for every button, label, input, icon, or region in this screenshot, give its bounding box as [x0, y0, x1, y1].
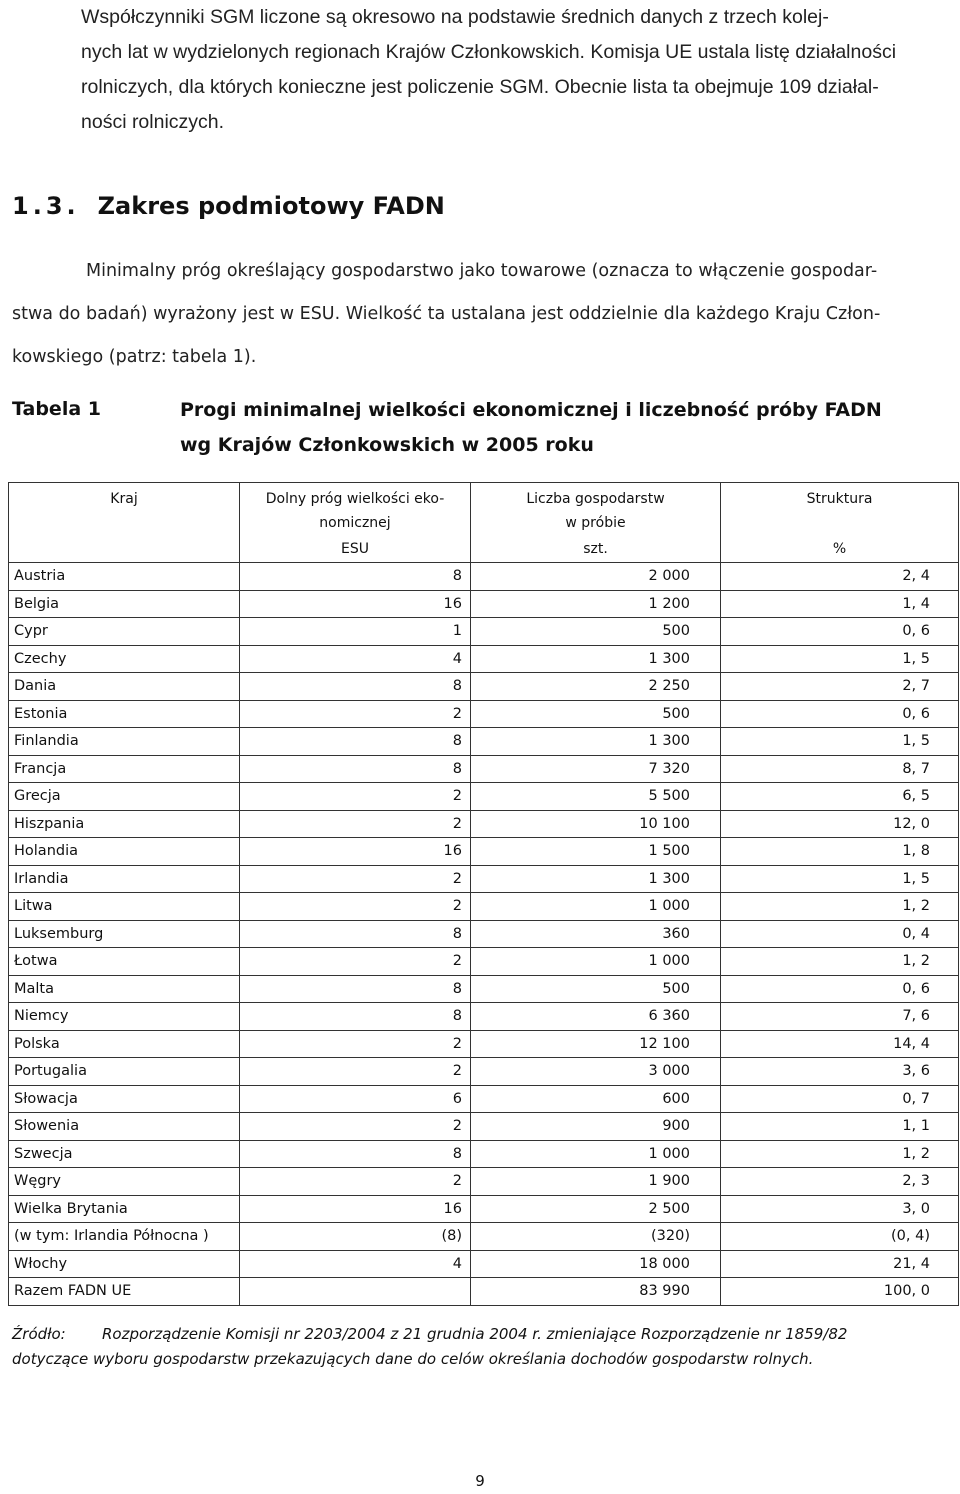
section-line: kowskiego (patrz: tabela 1).: [12, 347, 257, 367]
cell-country: Razem FADN UE: [9, 1278, 240, 1306]
table-title-line: wg Krajów Członkowskich w 2005 roku: [180, 434, 594, 456]
cell-count: 500: [471, 700, 721, 728]
table-units-row: [9, 535, 959, 563]
cell-esu: 8: [240, 1140, 471, 1168]
cell-count: 2 000: [471, 563, 721, 591]
table-row: [9, 1278, 959, 1306]
cell-esu: 8: [240, 728, 471, 756]
cell-share: 1, 5: [721, 728, 959, 756]
cell-country: Malta: [9, 975, 240, 1003]
cell-esu: 8: [240, 920, 471, 948]
cell-country: Wielka Brytania: [9, 1195, 240, 1223]
table-row: [9, 1085, 959, 1113]
cell-country: Grecja: [9, 783, 240, 811]
intro-line: rolniczych, dla których konieczne jest policzenie SGM. Obecnie lista ta obejmuje 109 działal-: [81, 76, 879, 98]
table-row: [9, 728, 959, 756]
unit-kraj: [9, 535, 240, 563]
cell-count: 2 500: [471, 1195, 721, 1223]
cell-share: 3, 0: [721, 1195, 959, 1223]
table-row: [9, 783, 959, 811]
table-row: [9, 893, 959, 921]
section-paragraph: [12, 250, 952, 379]
cell-esu: 8: [240, 673, 471, 701]
cell-share: 0, 6: [721, 618, 959, 646]
cell-esu: 8: [240, 975, 471, 1003]
cell-count: 3 000: [471, 1058, 721, 1086]
cell-share: 0, 4: [721, 920, 959, 948]
unit-szt: szt.: [471, 535, 721, 563]
cell-esu: 2: [240, 700, 471, 728]
table-row: [9, 1140, 959, 1168]
table-row: [9, 618, 959, 646]
cell-share: 1, 8: [721, 838, 959, 866]
cell-count: (320): [471, 1223, 721, 1251]
cell-count: 360: [471, 920, 721, 948]
cell-share: 0, 7: [721, 1085, 959, 1113]
cell-country: Słowenia: [9, 1113, 240, 1141]
table-row: [9, 1030, 959, 1058]
cell-count: 1 000: [471, 893, 721, 921]
cell-share: 1, 2: [721, 893, 959, 921]
cell-esu: [240, 1278, 471, 1306]
table-row: [9, 975, 959, 1003]
cell-count: 1 000: [471, 1140, 721, 1168]
cell-count: 1 900: [471, 1168, 721, 1196]
cell-count: 1 300: [471, 645, 721, 673]
cell-count: 1 300: [471, 728, 721, 756]
table-header-row: [9, 483, 959, 536]
table-row: [9, 645, 959, 673]
cell-country: Słowacja: [9, 1085, 240, 1113]
cell-share: 100, 0: [721, 1278, 959, 1306]
cell-share: 1, 2: [721, 948, 959, 976]
cell-country: Szwecja: [9, 1140, 240, 1168]
cell-country: Luksemburg: [9, 920, 240, 948]
cell-count: 1 200: [471, 590, 721, 618]
intro-paragraph: [81, 0, 953, 140]
cell-esu: 8: [240, 563, 471, 591]
table-row: [9, 1113, 959, 1141]
cell-share: (0, 4): [721, 1223, 959, 1251]
cell-count: 900: [471, 1113, 721, 1141]
table-row: [9, 1195, 959, 1223]
cell-count: 10 100: [471, 810, 721, 838]
cell-country: Austria: [9, 563, 240, 591]
table-row: [9, 838, 959, 866]
cell-esu: 8: [240, 755, 471, 783]
cell-share: 0, 6: [721, 975, 959, 1003]
unit-esu: ESU: [240, 535, 471, 563]
cell-count: 18 000: [471, 1250, 721, 1278]
cell-country: Litwa: [9, 893, 240, 921]
cell-share: 2, 7: [721, 673, 959, 701]
cell-esu: 2: [240, 783, 471, 811]
unit-percent: %: [721, 535, 959, 563]
cell-count: 5 500: [471, 783, 721, 811]
cell-esu: 2: [240, 1058, 471, 1086]
header-struktura: Struktura: [721, 483, 959, 536]
cell-count: 83 990: [471, 1278, 721, 1306]
cell-esu: 4: [240, 645, 471, 673]
cell-esu: 1: [240, 618, 471, 646]
cell-share: 6, 5: [721, 783, 959, 811]
section-line: stwa do badań) wyrażony jest w ESU. Wielkość ta ustalana jest oddzielnie dla każdego Kraju Człon-: [12, 304, 881, 324]
cell-esu: 16: [240, 838, 471, 866]
cell-country: Finlandia: [9, 728, 240, 756]
cell-share: 1, 4: [721, 590, 959, 618]
cell-country: Belgia: [9, 590, 240, 618]
table-row: [9, 1168, 959, 1196]
cell-country: Holandia: [9, 838, 240, 866]
cell-esu: 2: [240, 1168, 471, 1196]
cell-share: 1, 5: [721, 645, 959, 673]
cell-count: 500: [471, 618, 721, 646]
cell-country: Dania: [9, 673, 240, 701]
page-number: 9: [475, 1472, 485, 1490]
cell-count: 6 360: [471, 1003, 721, 1031]
cell-country: Włochy: [9, 1250, 240, 1278]
table-title-line: Progi minimalnej wielkości ekonomicznej i liczebność próby FADN: [180, 399, 882, 421]
section-title: Zakres podmiotowy FADN: [97, 192, 445, 220]
cell-country: Niemcy: [9, 1003, 240, 1031]
header-liczba: Liczba gospodarstw w próbie: [471, 483, 721, 536]
table-row: [9, 755, 959, 783]
table-row: [9, 1250, 959, 1278]
cell-esu: 6: [240, 1085, 471, 1113]
cell-country: Czechy: [9, 645, 240, 673]
cell-esu: 2: [240, 1030, 471, 1058]
cell-esu: 2: [240, 865, 471, 893]
cell-country: Irlandia: [9, 865, 240, 893]
table-row: [9, 865, 959, 893]
cell-country: Polska: [9, 1030, 240, 1058]
source-label: Źródło:: [12, 1325, 66, 1343]
table-row: [9, 1223, 959, 1251]
cell-country: Hiszpania: [9, 810, 240, 838]
cell-count: 1 300: [471, 865, 721, 893]
cell-share: 2, 3: [721, 1168, 959, 1196]
header-kraj: Kraj: [9, 483, 240, 536]
intro-line: Współczynniki SGM liczone są okresowo na podstawie średnich danych z trzech kolej-: [81, 6, 829, 28]
data-table: [8, 482, 959, 1306]
table-row: [9, 810, 959, 838]
cell-esu: 2: [240, 948, 471, 976]
cell-share: 1, 5: [721, 865, 959, 893]
cell-count: 7 320: [471, 755, 721, 783]
cell-count: 1 500: [471, 838, 721, 866]
cell-country: Łotwa: [9, 948, 240, 976]
cell-country: Francja: [9, 755, 240, 783]
cell-country: Cypr: [9, 618, 240, 646]
table-row: [9, 563, 959, 591]
table-label: Tabela 1: [12, 398, 101, 420]
cell-count: 1 000: [471, 948, 721, 976]
source-text: Rozporządzenie Komisji nr 2203/2004 z 21 grudnia 2004 r. zmieniające Rozporządzenie nr 1859/82: [102, 1325, 848, 1343]
cell-count: 500: [471, 975, 721, 1003]
table-row: [9, 948, 959, 976]
table-row: [9, 590, 959, 618]
section-line: Minimalny próg określający gospodarstwo jako towarowe (oznacza to włączenie gospodar-: [86, 261, 878, 281]
cell-esu: 16: [240, 590, 471, 618]
source-note: [12, 1322, 956, 1372]
table-row: [9, 1058, 959, 1086]
cell-country: (w tym: Irlandia Północna ): [9, 1223, 240, 1251]
table-row: [9, 700, 959, 728]
cell-country: Portugalia: [9, 1058, 240, 1086]
table-row: [9, 673, 959, 701]
cell-esu: 2: [240, 1113, 471, 1141]
source-text: dotyczące wyboru gospodarstw przekazujących dane do celów określania dochodów gospodarstw rolnych.: [12, 1350, 814, 1368]
intro-line: nych lat w wydzielonych regionach Krajów Członkowskich. Komisja UE ustala listę działalności: [81, 41, 897, 63]
table-row: [9, 920, 959, 948]
cell-share: 7, 6: [721, 1003, 959, 1031]
cell-country: Węgry: [9, 1168, 240, 1196]
cell-esu: 2: [240, 893, 471, 921]
cell-share: 1, 2: [721, 1140, 959, 1168]
cell-esu: (8): [240, 1223, 471, 1251]
cell-share: 12, 0: [721, 810, 959, 838]
cell-esu: 8: [240, 1003, 471, 1031]
table-row: [9, 1003, 959, 1031]
cell-share: 21, 4: [721, 1250, 959, 1278]
section-number: 1.3.: [12, 192, 80, 220]
intro-line: ności rolniczych.: [81, 111, 225, 133]
section-heading: [12, 192, 445, 220]
table-title: [180, 393, 960, 463]
cell-share: 8, 7: [721, 755, 959, 783]
header-prog: Dolny próg wielkości eko- nomicznej: [240, 483, 471, 536]
cell-share: 0, 6: [721, 700, 959, 728]
cell-share: 2, 4: [721, 563, 959, 591]
cell-share: 3, 6: [721, 1058, 959, 1086]
cell-count: 600: [471, 1085, 721, 1113]
cell-count: 12 100: [471, 1030, 721, 1058]
cell-share: 1, 1: [721, 1113, 959, 1141]
cell-esu: 16: [240, 1195, 471, 1223]
cell-esu: 4: [240, 1250, 471, 1278]
cell-share: 14, 4: [721, 1030, 959, 1058]
cell-count: 2 250: [471, 673, 721, 701]
cell-esu: 2: [240, 810, 471, 838]
cell-country: Estonia: [9, 700, 240, 728]
